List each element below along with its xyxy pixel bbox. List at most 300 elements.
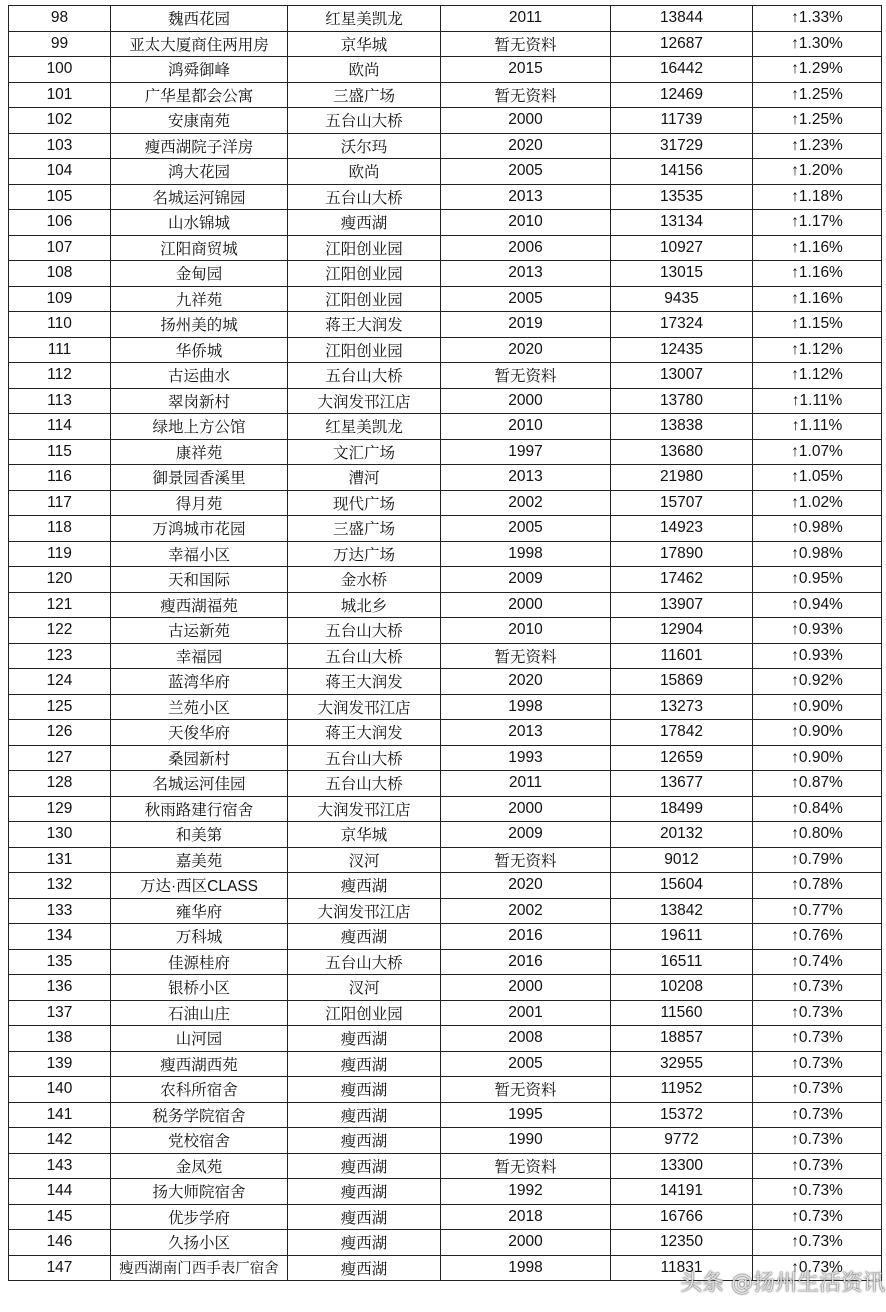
community-name-cell: 农科所宿舍 <box>111 1077 288 1103</box>
change-cell: ↑1.23% <box>753 133 882 159</box>
table-row <box>9 898 882 924</box>
price-cell: 11952 <box>611 1077 753 1103</box>
area-cell: 瘦西湖 <box>288 210 441 236</box>
table-row <box>9 57 882 83</box>
price-cell: 17842 <box>611 720 753 746</box>
price-cell: 18857 <box>611 1026 753 1052</box>
price-cell: 13842 <box>611 898 753 924</box>
area-cell: 瘦西湖 <box>288 1128 441 1154</box>
community-name-cell: 亚太大厦商住两用房 <box>111 31 288 57</box>
change-cell: ↑0.76% <box>753 924 882 950</box>
year-cell: 2002 <box>441 490 611 516</box>
area-cell: 漕河 <box>288 465 441 491</box>
rank-cell: 140 <box>9 1077 111 1103</box>
year-cell: 2000 <box>441 796 611 822</box>
price-cell: 9772 <box>611 1128 753 1154</box>
change-cell: ↑1.02% <box>753 490 882 516</box>
area-cell: 金水桥 <box>288 567 441 593</box>
rank-cell: 132 <box>9 873 111 899</box>
price-cell: 12687 <box>611 31 753 57</box>
year-cell: 2009 <box>441 567 611 593</box>
year-cell: 暂无资料 <box>441 1077 611 1103</box>
price-cell: 15372 <box>611 1102 753 1128</box>
year-cell: 2011 <box>441 771 611 797</box>
table-row <box>9 949 882 975</box>
community-name-cell: 古运曲水 <box>111 363 288 389</box>
area-cell: 蒋王大润发 <box>288 669 441 695</box>
rank-cell: 102 <box>9 108 111 134</box>
rank-cell: 104 <box>9 159 111 185</box>
table-row <box>9 1077 882 1103</box>
community-name-cell: 万科城 <box>111 924 288 950</box>
rank-cell: 125 <box>9 694 111 720</box>
community-name-cell: 绿地上方公馆 <box>111 414 288 440</box>
rank-cell: 145 <box>9 1204 111 1230</box>
community-name-cell: 佳源桂府 <box>111 949 288 975</box>
community-name-cell: 久扬小区 <box>111 1230 288 1256</box>
rank-cell: 117 <box>9 490 111 516</box>
year-cell: 2013 <box>441 465 611 491</box>
year-cell: 暂无资料 <box>441 643 611 669</box>
rank-cell: 98 <box>9 6 111 32</box>
year-cell: 2010 <box>441 210 611 236</box>
change-cell: ↑0.73% <box>753 975 882 1001</box>
area-cell: 京华城 <box>288 31 441 57</box>
year-cell: 2005 <box>441 286 611 312</box>
area-cell: 五台山大桥 <box>288 745 441 771</box>
change-cell: ↑0.73% <box>753 1179 882 1205</box>
area-cell: 城北乡 <box>288 592 441 618</box>
area-cell: 五台山大桥 <box>288 949 441 975</box>
area-cell: 江阳创业园 <box>288 235 441 261</box>
year-cell: 1997 <box>441 439 611 465</box>
year-cell: 1998 <box>441 1255 611 1281</box>
year-cell: 暂无资料 <box>441 363 611 389</box>
area-cell: 江阳创业园 <box>288 337 441 363</box>
community-name-cell: 蓝湾华府 <box>111 669 288 695</box>
year-cell: 2005 <box>441 516 611 542</box>
area-cell: 五台山大桥 <box>288 643 441 669</box>
rank-cell: 131 <box>9 847 111 873</box>
area-cell: 沃尔玛 <box>288 133 441 159</box>
rank-cell: 144 <box>9 1179 111 1205</box>
rank-cell: 146 <box>9 1230 111 1256</box>
community-name-cell: 山河园 <box>111 1026 288 1052</box>
change-cell: ↑0.93% <box>753 618 882 644</box>
table-row <box>9 31 882 57</box>
change-cell: ↑1.25% <box>753 82 882 108</box>
community-name-cell: 金甸园 <box>111 261 288 287</box>
rank-cell: 103 <box>9 133 111 159</box>
table-row <box>9 873 882 899</box>
area-cell: 大润发邗江店 <box>288 694 441 720</box>
year-cell: 2020 <box>441 669 611 695</box>
year-cell: 2000 <box>441 388 611 414</box>
community-name-cell: 瘦西湖院子洋房 <box>111 133 288 159</box>
area-cell: 三盛广场 <box>288 82 441 108</box>
community-name-cell: 鸿大花园 <box>111 159 288 185</box>
change-cell: ↑1.29% <box>753 57 882 83</box>
change-cell: ↑1.20% <box>753 159 882 185</box>
table-row <box>9 159 882 185</box>
change-cell: ↑1.17% <box>753 210 882 236</box>
area-cell: 欧尚 <box>288 57 441 83</box>
price-cell: 12469 <box>611 82 753 108</box>
rank-cell: 124 <box>9 669 111 695</box>
change-cell: ↑0.77% <box>753 898 882 924</box>
area-cell: 五台山大桥 <box>288 771 441 797</box>
rank-cell: 121 <box>9 592 111 618</box>
rank-cell: 147 <box>9 1255 111 1281</box>
rank-cell: 129 <box>9 796 111 822</box>
price-cell: 13844 <box>611 6 753 32</box>
table-row <box>9 388 882 414</box>
year-cell: 2020 <box>441 873 611 899</box>
table-row <box>9 108 882 134</box>
community-name-cell: 御景园香溪里 <box>111 465 288 491</box>
community-name-cell: 银桥小区 <box>111 975 288 1001</box>
year-cell: 2013 <box>441 720 611 746</box>
rank-cell: 111 <box>9 337 111 363</box>
price-cell: 9435 <box>611 286 753 312</box>
area-cell: 瘦西湖 <box>288 1255 441 1281</box>
area-cell: 京华城 <box>288 822 441 848</box>
year-cell: 2015 <box>441 57 611 83</box>
price-cell: 19611 <box>611 924 753 950</box>
change-cell: ↑0.73% <box>753 1128 882 1154</box>
community-name-cell: 古运新苑 <box>111 618 288 644</box>
area-cell: 大润发邗江店 <box>288 898 441 924</box>
price-cell: 13535 <box>611 184 753 210</box>
rank-cell: 112 <box>9 363 111 389</box>
rank-cell: 114 <box>9 414 111 440</box>
community-name-cell: 康祥苑 <box>111 439 288 465</box>
change-cell: ↑0.73% <box>753 1255 882 1281</box>
community-name-cell: 鸿舜御峰 <box>111 57 288 83</box>
year-cell: 2018 <box>441 1204 611 1230</box>
table-row <box>9 975 882 1001</box>
price-table <box>8 5 882 1281</box>
rank-cell: 115 <box>9 439 111 465</box>
year-cell: 2020 <box>441 133 611 159</box>
rank-cell: 143 <box>9 1153 111 1179</box>
community-name-cell: 万鸿城市花园 <box>111 516 288 542</box>
year-cell: 1995 <box>441 1102 611 1128</box>
community-name-cell: 秋雨路建行宿舍 <box>111 796 288 822</box>
rank-cell: 135 <box>9 949 111 975</box>
area-cell: 三盛广场 <box>288 516 441 542</box>
year-cell: 2005 <box>441 1051 611 1077</box>
price-cell: 16442 <box>611 57 753 83</box>
rank-cell: 110 <box>9 312 111 338</box>
table-row <box>9 1179 882 1205</box>
year-cell: 2006 <box>441 235 611 261</box>
rank-cell: 120 <box>9 567 111 593</box>
year-cell: 1993 <box>441 745 611 771</box>
year-cell: 2008 <box>441 1026 611 1052</box>
price-cell: 13907 <box>611 592 753 618</box>
community-name-cell: 华侨城 <box>111 337 288 363</box>
year-cell: 2013 <box>441 261 611 287</box>
change-cell: ↑0.74% <box>753 949 882 975</box>
price-cell: 15707 <box>611 490 753 516</box>
community-name-cell: 翠岗新村 <box>111 388 288 414</box>
table-row <box>9 796 882 822</box>
area-cell: 五台山大桥 <box>288 363 441 389</box>
community-name-cell: 瘦西湖南门西手表厂宿舍 <box>111 1255 288 1281</box>
community-name-cell: 广华星都会公寓 <box>111 82 288 108</box>
area-cell: 万达广场 <box>288 541 441 567</box>
change-cell: ↑0.73% <box>753 1204 882 1230</box>
price-cell: 11739 <box>611 108 753 134</box>
change-cell: ↑1.07% <box>753 439 882 465</box>
community-name-cell: 税务学院宿舍 <box>111 1102 288 1128</box>
area-cell: 江阳创业园 <box>288 261 441 287</box>
year-cell: 暂无资料 <box>441 1153 611 1179</box>
change-cell: ↑0.73% <box>753 1026 882 1052</box>
price-cell: 13134 <box>611 210 753 236</box>
change-cell: ↑1.16% <box>753 261 882 287</box>
year-cell: 1990 <box>441 1128 611 1154</box>
area-cell: 瘦西湖 <box>288 1153 441 1179</box>
community-name-cell: 幸福园 <box>111 643 288 669</box>
community-name-cell: 瘦西湖福苑 <box>111 592 288 618</box>
year-cell: 暂无资料 <box>441 847 611 873</box>
table-row <box>9 541 882 567</box>
price-cell: 18499 <box>611 796 753 822</box>
area-cell: 江阳创业园 <box>288 286 441 312</box>
table-row <box>9 694 882 720</box>
year-cell: 2010 <box>441 414 611 440</box>
price-cell: 11601 <box>611 643 753 669</box>
community-name-cell: 石油山庄 <box>111 1000 288 1026</box>
change-cell: ↑0.78% <box>753 873 882 899</box>
table-row <box>9 439 882 465</box>
community-name-cell: 党校宿舍 <box>111 1128 288 1154</box>
community-name-cell: 江阳商贸城 <box>111 235 288 261</box>
table-row <box>9 82 882 108</box>
rank-cell: 116 <box>9 465 111 491</box>
year-cell: 2013 <box>441 184 611 210</box>
table-row <box>9 1204 882 1230</box>
price-cell: 12659 <box>611 745 753 771</box>
area-cell: 五台山大桥 <box>288 618 441 644</box>
price-cell: 17462 <box>611 567 753 593</box>
year-cell: 2011 <box>441 6 611 32</box>
year-cell: 2016 <box>441 949 611 975</box>
change-cell: ↑1.15% <box>753 312 882 338</box>
area-cell: 五台山大桥 <box>288 108 441 134</box>
table-row <box>9 771 882 797</box>
year-cell: 2000 <box>441 975 611 1001</box>
price-cell: 13273 <box>611 694 753 720</box>
table-row <box>9 210 882 236</box>
rank-cell: 100 <box>9 57 111 83</box>
rank-cell: 105 <box>9 184 111 210</box>
rank-cell: 101 <box>9 82 111 108</box>
rank-cell: 139 <box>9 1051 111 1077</box>
change-cell: ↑1.05% <box>753 465 882 491</box>
rank-cell: 118 <box>9 516 111 542</box>
change-cell: ↑0.73% <box>753 1077 882 1103</box>
change-cell: ↑1.16% <box>753 235 882 261</box>
table-row <box>9 720 882 746</box>
community-name-cell: 兰苑小区 <box>111 694 288 720</box>
year-cell: 1998 <box>441 541 611 567</box>
price-cell: 14191 <box>611 1179 753 1205</box>
price-cell: 21980 <box>611 465 753 491</box>
table-row <box>9 847 882 873</box>
change-cell: ↑0.80% <box>753 822 882 848</box>
rank-cell: 123 <box>9 643 111 669</box>
area-cell: 瘦西湖 <box>288 1230 441 1256</box>
price-cell: 12435 <box>611 337 753 363</box>
table-row <box>9 669 882 695</box>
table-row <box>9 643 882 669</box>
year-cell: 2005 <box>441 159 611 185</box>
change-cell: ↑0.90% <box>753 694 882 720</box>
change-cell: ↑1.25% <box>753 108 882 134</box>
community-name-cell: 金凤苑 <box>111 1153 288 1179</box>
year-cell: 2000 <box>441 108 611 134</box>
price-cell: 13677 <box>611 771 753 797</box>
price-cell: 17324 <box>611 312 753 338</box>
rank-cell: 122 <box>9 618 111 644</box>
table-row <box>9 337 882 363</box>
rank-cell: 133 <box>9 898 111 924</box>
change-cell: ↑0.95% <box>753 567 882 593</box>
change-cell: ↑1.11% <box>753 414 882 440</box>
rank-cell: 128 <box>9 771 111 797</box>
table-row <box>9 567 882 593</box>
price-cell: 13680 <box>611 439 753 465</box>
community-name-cell: 万达·西区CLASS <box>111 873 288 899</box>
area-cell: 江阳创业园 <box>288 1000 441 1026</box>
price-cell: 10927 <box>611 235 753 261</box>
change-cell: ↑0.94% <box>753 592 882 618</box>
price-cell: 13015 <box>611 261 753 287</box>
rank-cell: 137 <box>9 1000 111 1026</box>
table-row <box>9 745 882 771</box>
change-cell: ↑0.98% <box>753 541 882 567</box>
change-cell: ↑0.73% <box>753 1230 882 1256</box>
price-cell: 31729 <box>611 133 753 159</box>
change-cell: ↑0.93% <box>753 643 882 669</box>
price-cell: 11831 <box>611 1255 753 1281</box>
year-cell: 暂无资料 <box>441 31 611 57</box>
change-cell: ↑0.84% <box>753 796 882 822</box>
table-row <box>9 516 882 542</box>
year-cell: 2001 <box>441 1000 611 1026</box>
change-cell: ↑1.16% <box>753 286 882 312</box>
price-cell: 32955 <box>611 1051 753 1077</box>
price-cell: 12350 <box>611 1230 753 1256</box>
table-row <box>9 6 882 32</box>
change-cell: ↑0.73% <box>753 1000 882 1026</box>
change-cell: ↑1.33% <box>753 6 882 32</box>
community-name-cell: 名城运河锦园 <box>111 184 288 210</box>
rank-cell: 107 <box>9 235 111 261</box>
area-cell: 瘦西湖 <box>288 1102 441 1128</box>
table-row <box>9 1153 882 1179</box>
rank-cell: 99 <box>9 31 111 57</box>
area-cell: 大润发邗江店 <box>288 388 441 414</box>
community-name-cell: 安康南苑 <box>111 108 288 134</box>
area-cell: 瘦西湖 <box>288 1026 441 1052</box>
change-cell: ↑1.18% <box>753 184 882 210</box>
change-cell: ↑1.11% <box>753 388 882 414</box>
community-name-cell: 天俊华府 <box>111 720 288 746</box>
price-cell: 16766 <box>611 1204 753 1230</box>
year-cell: 1998 <box>441 694 611 720</box>
table-row <box>9 1026 882 1052</box>
year-cell: 2010 <box>441 618 611 644</box>
year-cell: 2020 <box>441 337 611 363</box>
change-cell: ↑0.73% <box>753 1102 882 1128</box>
area-cell: 蒋王大润发 <box>288 312 441 338</box>
change-cell: ↑0.73% <box>753 1153 882 1179</box>
community-name-cell: 山水锦城 <box>111 210 288 236</box>
area-cell: 现代广场 <box>288 490 441 516</box>
table-row <box>9 1051 882 1077</box>
table-row <box>9 822 882 848</box>
price-cell: 14156 <box>611 159 753 185</box>
table-row <box>9 924 882 950</box>
area-cell: 大润发邗江店 <box>288 796 441 822</box>
change-cell: ↑0.73% <box>753 1051 882 1077</box>
area-cell: 汊河 <box>288 847 441 873</box>
area-cell: 瘦西湖 <box>288 1204 441 1230</box>
table-row <box>9 490 882 516</box>
table-row <box>9 1128 882 1154</box>
change-cell: ↑0.98% <box>753 516 882 542</box>
change-cell: ↑0.92% <box>753 669 882 695</box>
table-row <box>9 133 882 159</box>
community-name-cell: 魏西花园 <box>111 6 288 32</box>
area-cell: 红星美凯龙 <box>288 6 441 32</box>
table-row <box>9 1000 882 1026</box>
price-cell: 16511 <box>611 949 753 975</box>
price-cell: 20132 <box>611 822 753 848</box>
price-cell: 15869 <box>611 669 753 695</box>
table-row <box>9 363 882 389</box>
table-row <box>9 312 882 338</box>
rank-cell: 134 <box>9 924 111 950</box>
community-name-cell: 优步学府 <box>111 1204 288 1230</box>
rank-cell: 136 <box>9 975 111 1001</box>
community-name-cell: 和美第 <box>111 822 288 848</box>
year-cell: 2019 <box>441 312 611 338</box>
year-cell: 2009 <box>441 822 611 848</box>
rank-cell: 106 <box>9 210 111 236</box>
price-cell: 11560 <box>611 1000 753 1026</box>
year-cell: 2000 <box>441 1230 611 1256</box>
year-cell: 2002 <box>441 898 611 924</box>
change-cell: ↑1.12% <box>753 363 882 389</box>
community-name-cell: 嘉美苑 <box>111 847 288 873</box>
community-name-cell: 幸福小区 <box>111 541 288 567</box>
rank-cell: 119 <box>9 541 111 567</box>
table-row <box>9 414 882 440</box>
watermark: 头条 @扬州生活资讯 <box>680 1271 885 1296</box>
table-row <box>9 465 882 491</box>
change-cell: ↑0.87% <box>753 771 882 797</box>
community-name-cell: 桑园新村 <box>111 745 288 771</box>
area-cell: 欧尚 <box>288 159 441 185</box>
change-cell: ↑0.90% <box>753 720 882 746</box>
area-cell: 瘦西湖 <box>288 924 441 950</box>
year-cell: 暂无资料 <box>441 82 611 108</box>
